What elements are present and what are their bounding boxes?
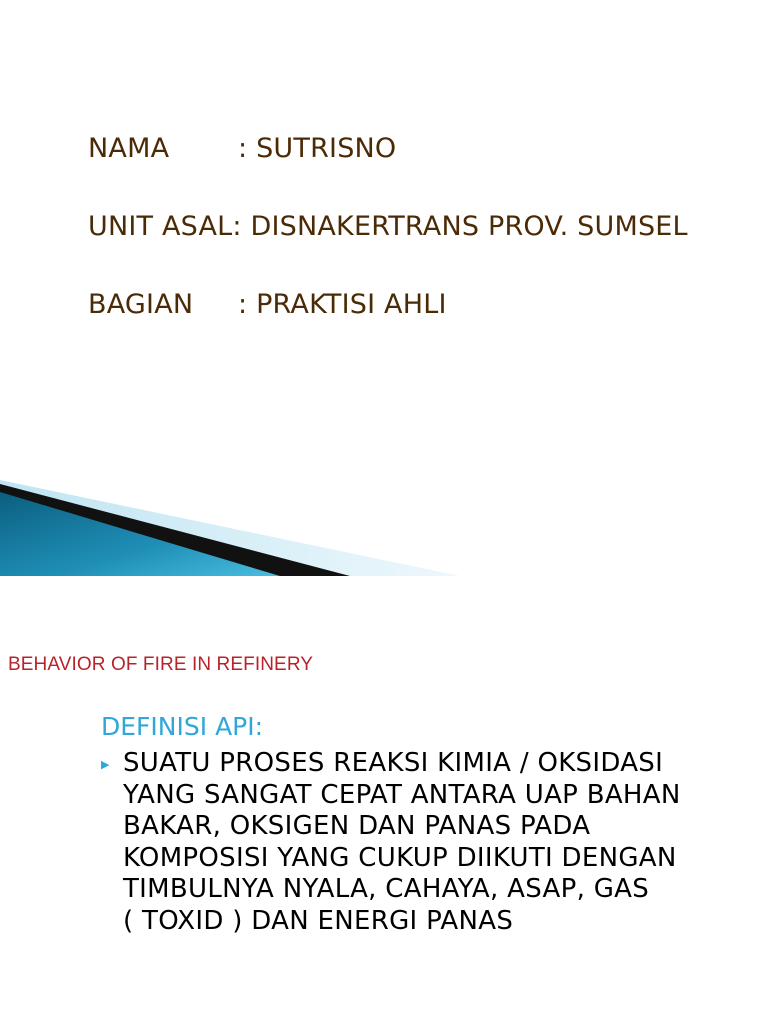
info-unit-asal — [88, 211, 688, 242]
bagian-label: BAGIAN — [88, 289, 194, 320]
nama-value: : SUTRISNO — [238, 133, 397, 164]
body-line: BAKAR, OKSIGEN DAN PANAS PADA — [123, 811, 591, 841]
body-line: ( TOXID ) DAN ENERGI PANAS — [123, 905, 514, 936]
bagian-value: : PRAKTISI AHLI — [238, 289, 447, 320]
body-line: YANG SANGAT CEPAT ANTARA UAP BAHAN — [123, 779, 681, 810]
body-line: TIMBULNYA NYALA, CAHAYA, ASAP, GAS — [123, 874, 650, 904]
slide-title: BEHAVIOR OF FIRE IN REFINERY — [8, 654, 314, 675]
nama-label: NAMA — [88, 133, 170, 164]
definition-body — [123, 748, 763, 937]
info-nama — [88, 133, 396, 164]
body-line: SUATU PROSES REAKSI KIMIA / OKSIDASI — [123, 748, 664, 778]
triangle-bullet-icon: ▶ — [101, 758, 110, 771]
slide-fire-definition — [0, 576, 768, 1024]
info-bagian — [88, 289, 447, 320]
decorative-swoosh — [0, 470, 460, 576]
definition-heading: DEFINISI API: — [101, 712, 264, 741]
body-line: KOMPOSISI YANG CUKUP DIIKUTI DENGAN — [123, 842, 677, 873]
unit-label: UNIT ASAL — [88, 211, 233, 242]
unit-value: : DISNAKERTRANS PROV. SUMSEL — [232, 211, 688, 242]
